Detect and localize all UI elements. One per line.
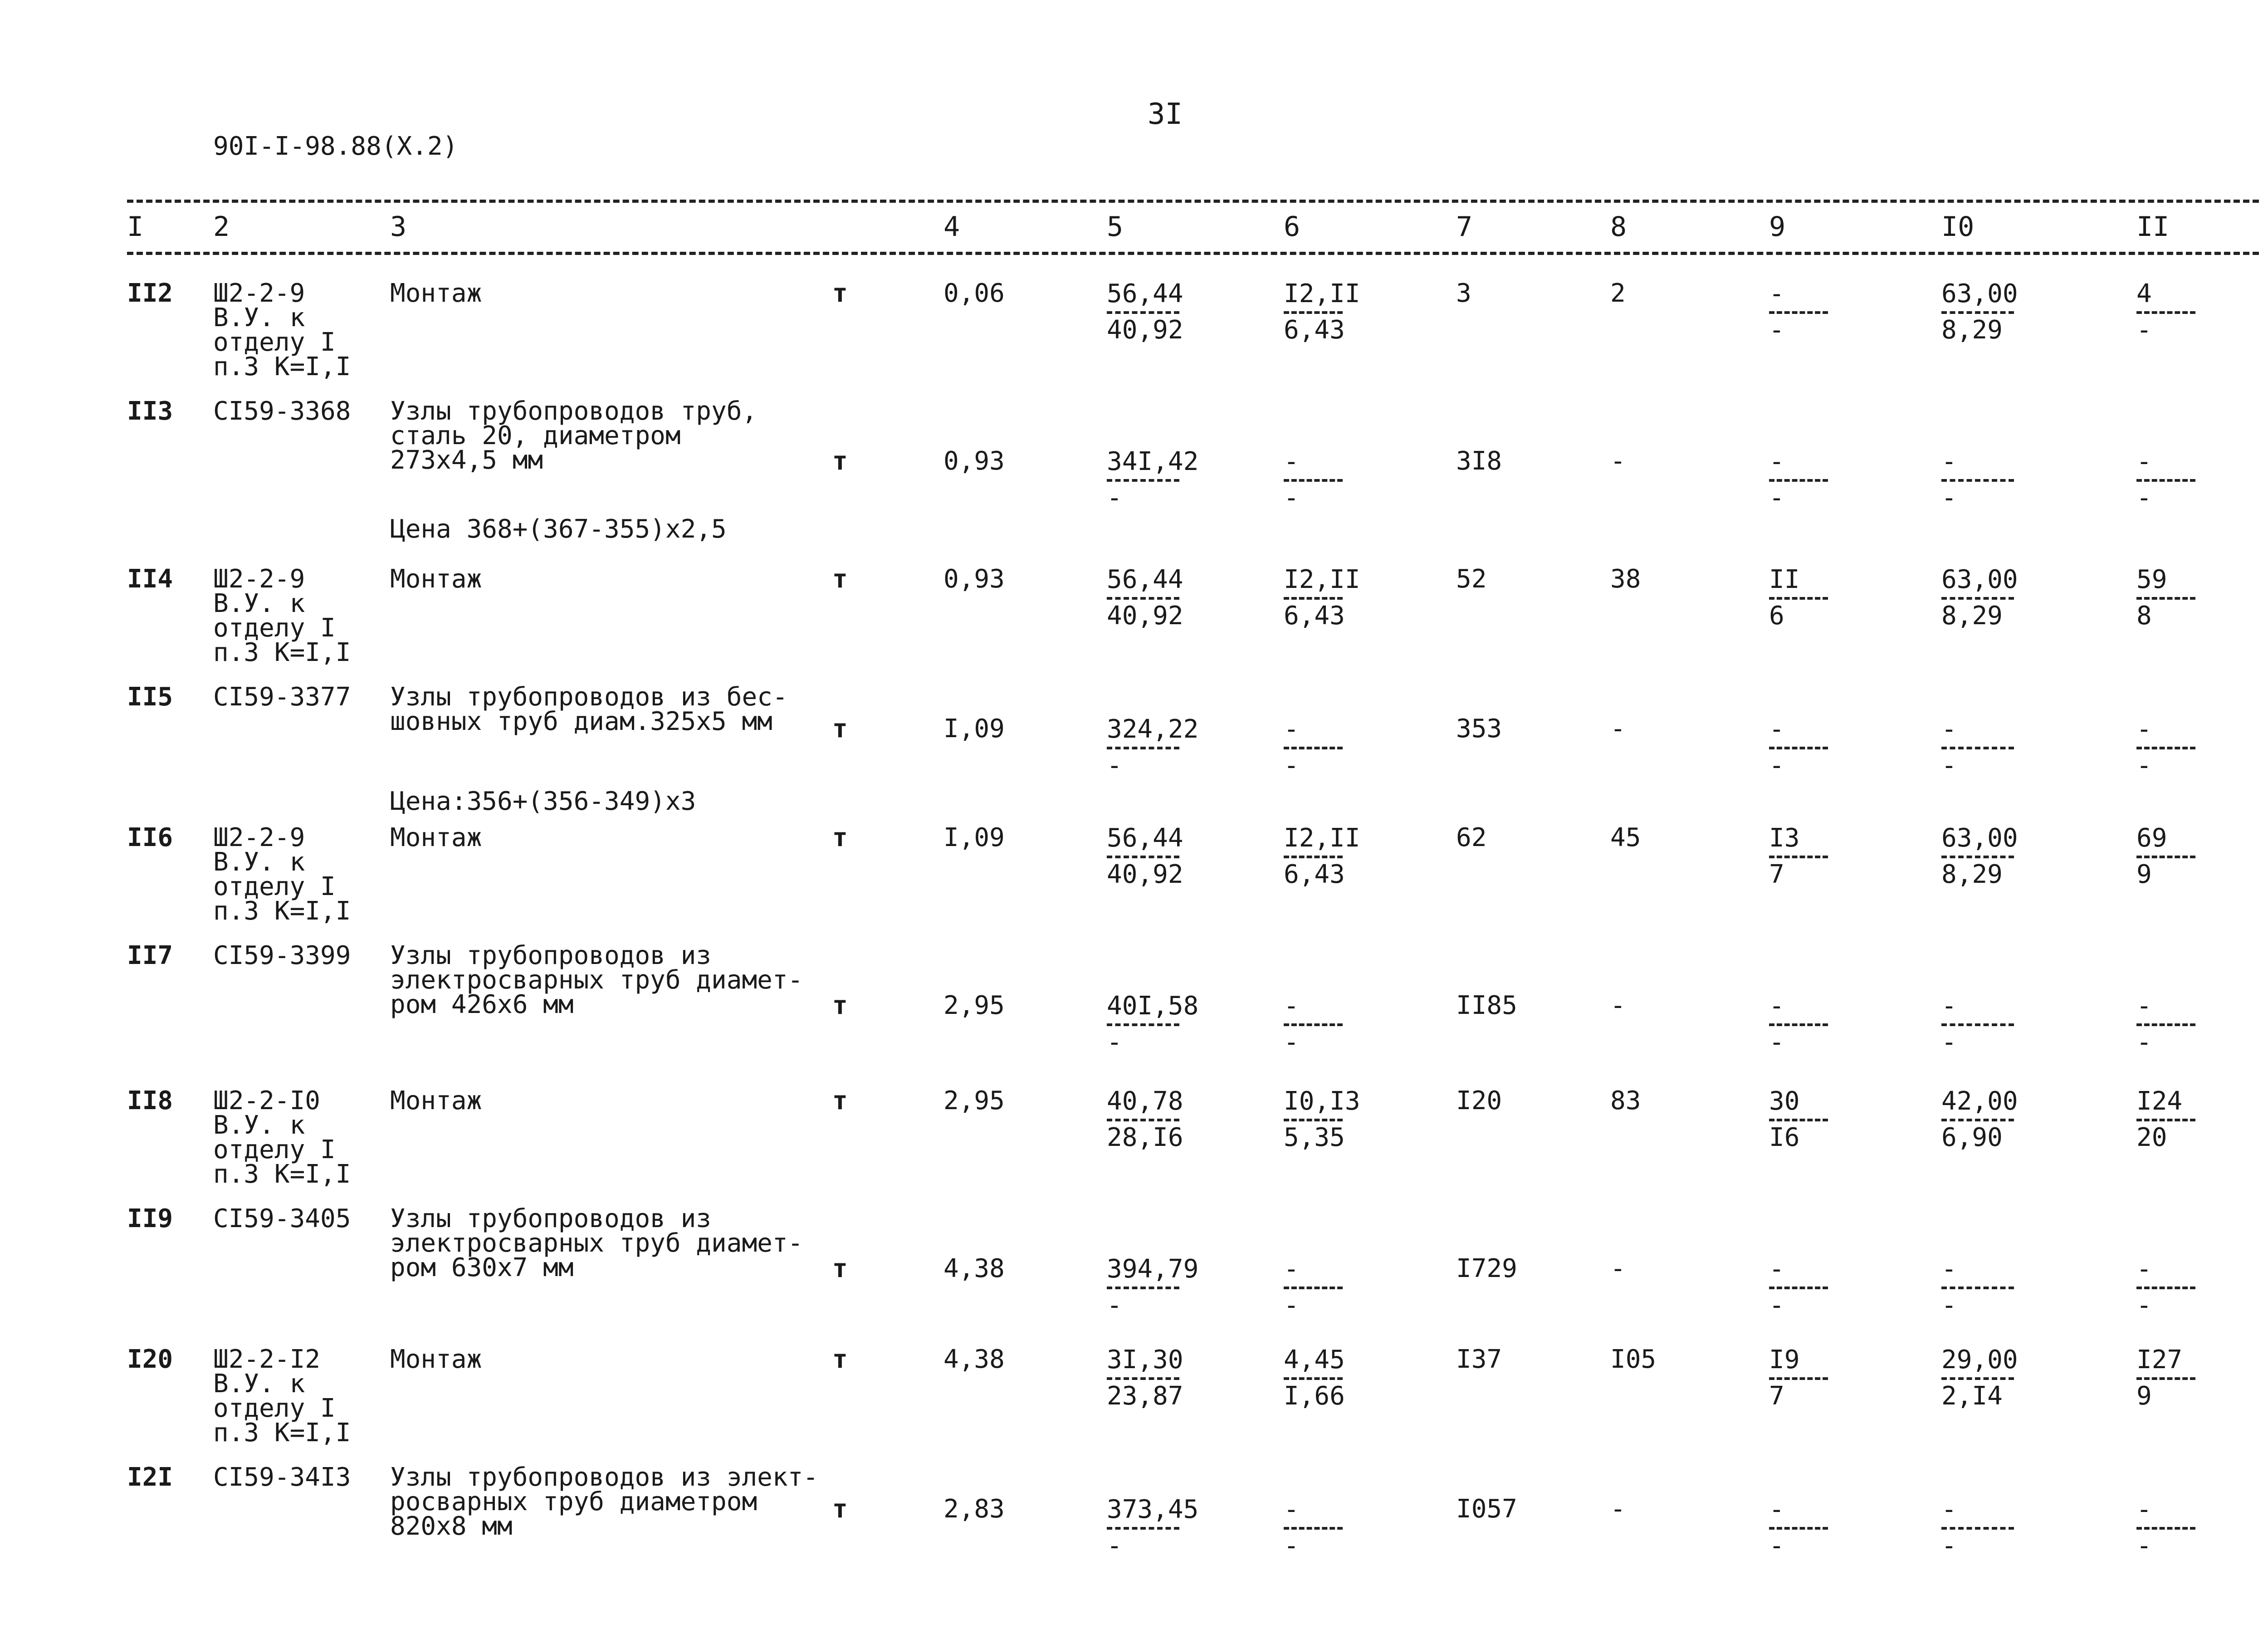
labor-unit — [1941, 1254, 2014, 1320]
quantity: 2,95 — [943, 991, 1005, 1020]
value-top: 394,79 — [1107, 1254, 1199, 1284]
work-description: Монтаж — [390, 279, 482, 308]
machine-cost — [1769, 1347, 1828, 1409]
value-top: I9 — [1769, 1345, 1800, 1375]
value-bottom: - — [1769, 1027, 1784, 1057]
column-header: 2 — [213, 211, 230, 243]
column-header: 9 — [1769, 211, 1786, 243]
value-top: - — [1769, 1254, 1784, 1284]
total-cost: I729 — [1456, 1254, 1517, 1283]
value-bottom: 8,29 — [1941, 601, 2003, 631]
column-header: I — [127, 211, 144, 243]
value-bottom: 40,92 — [1107, 860, 1183, 889]
quantity: 0,06 — [943, 279, 1005, 308]
header-top-rule — [127, 200, 2259, 203]
labor-total — [2136, 449, 2195, 511]
total-cost: I057 — [1456, 1494, 1517, 1524]
page-number: 3I — [1148, 98, 1183, 131]
column-header: II — [2136, 211, 2170, 243]
labor-total — [2136, 281, 2195, 343]
value-bottom: 9 — [2136, 1381, 2152, 1411]
unit-cost-total — [1107, 823, 1183, 889]
value-bottom: 6 — [1769, 601, 1784, 631]
value-bottom: 6,43 — [1284, 315, 1345, 345]
value-bottom: 7 — [1769, 860, 1784, 889]
row-number: II8 — [127, 1086, 173, 1115]
row-number: I2I — [127, 1463, 173, 1492]
labor-total — [2136, 1347, 2195, 1409]
norm-code: Ш2-2-I0 В.У. к отделу I п.3 К=I,I — [213, 1086, 351, 1189]
quantity: 4,38 — [943, 1345, 1005, 1374]
value-top: 34I,42 — [1107, 447, 1199, 476]
header-bottom-rule — [127, 252, 2259, 255]
value-top: - — [1941, 1495, 1957, 1524]
labor-total — [2136, 993, 2195, 1055]
labor-total — [2136, 567, 2195, 629]
quantity: 2,83 — [943, 1494, 1005, 1524]
machine-cost — [1769, 1497, 1828, 1559]
unit-cost-machines — [1284, 714, 1343, 780]
value-bottom: - — [2136, 1291, 2152, 1320]
column-header: 6 — [1284, 211, 1300, 243]
labor-unit — [1941, 1086, 2018, 1152]
total-cost: 353 — [1456, 714, 1502, 744]
wages-cost: 45 — [1610, 823, 1641, 852]
labor-unit — [1941, 823, 2018, 889]
value-top: 373,45 — [1107, 1495, 1199, 1524]
wages-cost: - — [1610, 991, 1626, 1020]
value-bottom: 7 — [1769, 1381, 1784, 1411]
value-bottom: 20 — [2136, 1123, 2167, 1152]
unit-cost-total — [1107, 714, 1199, 780]
unit-cost-total — [1107, 1086, 1183, 1152]
value-bottom: - — [1941, 483, 1957, 513]
value-top: I3 — [1769, 823, 1800, 853]
quantity: I,09 — [943, 714, 1005, 744]
value-bottom: 6,90 — [1941, 1123, 2003, 1152]
value-bottom: 6,43 — [1284, 601, 1345, 631]
labor-unit — [1941, 993, 2014, 1055]
row-number: II7 — [127, 941, 173, 970]
machine-cost — [1769, 1254, 1828, 1320]
value-top: 42,00 — [1941, 1086, 2018, 1116]
work-description: Узлы трубопроводов труб, сталь 20, диаметром 273х4,5 мм — [390, 396, 758, 475]
norm-code: СI59-3405 — [213, 1204, 351, 1233]
labor-unit — [1941, 714, 2014, 780]
labor-unit — [1941, 281, 2018, 343]
labor-total — [2136, 1497, 2195, 1559]
value-top: I0,I3 — [1284, 1086, 1360, 1116]
unit: т — [832, 446, 848, 476]
value-bottom: - — [2136, 751, 2152, 780]
row-number: II4 — [127, 564, 173, 594]
machine-cost — [1769, 449, 1828, 511]
row-number: II9 — [127, 1204, 173, 1233]
unit-cost-total — [1107, 1254, 1199, 1320]
column-header: 8 — [1610, 211, 1627, 243]
value-top: 63,00 — [1941, 823, 2018, 853]
value-top: 56,44 — [1107, 565, 1183, 594]
value-bottom: - — [1107, 483, 1122, 513]
value-top: - — [2136, 714, 2152, 744]
labor-total — [2136, 1254, 2195, 1320]
column-header: 4 — [943, 211, 960, 243]
value-bottom: 40,92 — [1107, 601, 1183, 631]
value-top: 56,44 — [1107, 823, 1183, 853]
value-top: - — [1941, 991, 1957, 1021]
wages-cost: - — [1610, 1254, 1626, 1283]
labor-unit — [1941, 449, 2014, 511]
unit-cost-machines — [1284, 1347, 1345, 1409]
value-bottom: - — [1107, 751, 1122, 780]
unit-cost-machines — [1284, 1254, 1343, 1320]
unit: т — [832, 1345, 848, 1374]
value-top: - — [1284, 1254, 1299, 1284]
unit-cost-total — [1107, 993, 1198, 1055]
value-top: 30 — [1769, 1086, 1800, 1116]
wages-cost: 38 — [1610, 564, 1641, 594]
value-bottom: - — [1941, 1531, 1957, 1561]
value-top: - — [1284, 991, 1299, 1021]
price-note: Цена 368+(367-355)х2,5 — [390, 514, 727, 544]
quantity: 0,93 — [943, 564, 1005, 594]
value-bottom: - — [1941, 1291, 1957, 1320]
value-top: 29,00 — [1941, 1345, 2018, 1375]
norm-code: Ш2-2-9 В.У. к отделу I п.3 К=I,I — [213, 279, 351, 382]
labor-total — [2136, 714, 2195, 780]
unit-cost-machines — [1284, 567, 1360, 629]
labor-total — [2136, 1086, 2195, 1152]
value-bottom: - — [1107, 1531, 1122, 1561]
value-bottom: I6 — [1769, 1123, 1800, 1152]
value-top: - — [1284, 447, 1299, 476]
machine-cost — [1769, 993, 1828, 1055]
value-top: - — [1769, 991, 1784, 1021]
value-top: 40,78 — [1107, 1086, 1183, 1116]
value-top: I24 — [2136, 1086, 2183, 1116]
value-top: II — [1769, 565, 1800, 594]
value-top: - — [2136, 447, 2152, 476]
value-bottom: - — [1107, 1291, 1122, 1320]
total-cost: 62 — [1456, 823, 1487, 852]
row-number: II6 — [127, 823, 173, 852]
norm-code: Ш2-2-I2 В.У. к отделу I п.3 К=I,I — [213, 1345, 351, 1448]
value-bottom: 8,29 — [1941, 315, 2003, 345]
unit-cost-machines — [1284, 1497, 1343, 1559]
value-bottom: - — [1769, 483, 1784, 513]
column-header: 3 — [390, 211, 407, 243]
norm-code: СI59-3377 — [213, 682, 351, 712]
value-bottom: - — [1941, 1027, 1957, 1057]
value-bottom: - — [1769, 751, 1784, 780]
value-bottom: 28,I6 — [1107, 1123, 1183, 1152]
value-bottom: - — [1284, 751, 1299, 780]
unit: т — [832, 1086, 848, 1115]
value-bottom: - — [1284, 483, 1299, 513]
value-top: - — [1769, 447, 1784, 476]
wages-cost: 83 — [1610, 1086, 1641, 1115]
value-top: I2,II — [1284, 823, 1360, 853]
unit: т — [832, 1494, 848, 1524]
value-bottom: - — [2136, 1027, 2152, 1057]
unit: т — [832, 279, 848, 308]
norm-code: СI59-34I3 — [213, 1463, 351, 1492]
value-bottom: - — [1941, 751, 1957, 780]
norm-code: СI59-3399 — [213, 941, 351, 970]
value-top: - — [1769, 1495, 1784, 1524]
unit: т — [832, 991, 848, 1020]
wages-cost: - — [1610, 714, 1626, 744]
value-top: 324,22 — [1107, 714, 1199, 744]
value-top: - — [1769, 714, 1784, 744]
value-bottom: 40,92 — [1107, 315, 1183, 345]
work-description: Узлы трубопроводов из бес- шовных труб диам.325х5 мм — [390, 682, 788, 736]
value-bottom: - — [1769, 1531, 1784, 1561]
value-bottom: - — [2136, 1531, 2152, 1561]
value-top: I27 — [2136, 1345, 2183, 1375]
unit: т — [832, 714, 848, 744]
machine-cost — [1769, 1086, 1828, 1152]
value-top: - — [2136, 1254, 2152, 1284]
value-bottom: 2,I4 — [1941, 1381, 2003, 1411]
value-top: 69 — [2136, 823, 2167, 853]
unit: т — [832, 564, 848, 594]
wages-cost: - — [1610, 446, 1626, 476]
value-bottom: - — [1284, 1531, 1299, 1561]
total-cost: I20 — [1456, 1086, 1502, 1115]
row-number: II3 — [127, 396, 173, 426]
value-bottom: - — [1284, 1027, 1299, 1057]
unit-cost-total — [1107, 1497, 1198, 1559]
document-code: 90I-I-98.88(X.2) — [213, 132, 458, 161]
value-bottom: 23,87 — [1107, 1381, 1183, 1411]
value-top: - — [1941, 714, 1957, 744]
value-bottom: - — [1769, 315, 1784, 345]
work-description: Узлы трубопроводов из электросварных труб диамет- ром 630х7 мм — [390, 1204, 803, 1282]
value-bottom: 9 — [2136, 860, 2152, 889]
unit: т — [832, 823, 848, 852]
norm-code: Ш2-2-9 В.У. к отделу I п.3 К=I,I — [213, 564, 351, 667]
value-top: - — [1284, 714, 1299, 744]
norm-code: Ш2-2-9 В.У. к отделу I п.3 К=I,I — [213, 823, 351, 926]
quantity: I,09 — [943, 823, 1005, 852]
machine-cost — [1769, 567, 1828, 629]
quantity: 2,95 — [943, 1086, 1005, 1115]
value-top: 4,45 — [1284, 1345, 1345, 1375]
value-bottom: 8,29 — [1941, 860, 2003, 889]
unit-cost-total — [1107, 449, 1198, 511]
value-top: - — [1769, 279, 1784, 308]
unit-cost-total — [1107, 281, 1183, 343]
column-header: 7 — [1456, 211, 1473, 243]
wages-cost: I05 — [1610, 1345, 1657, 1374]
total-cost: 52 — [1456, 564, 1487, 594]
unit: т — [832, 1254, 848, 1283]
value-bottom: I,66 — [1284, 1381, 1345, 1411]
labor-unit — [1941, 1347, 2018, 1409]
unit-cost-total — [1107, 1347, 1183, 1409]
machine-cost — [1769, 714, 1828, 780]
wages-cost: 2 — [1610, 279, 1626, 308]
value-top: 59 — [2136, 565, 2167, 594]
value-top: 40I,58 — [1107, 991, 1199, 1021]
wages-cost: - — [1610, 1494, 1626, 1524]
labor-unit — [1941, 567, 2018, 629]
value-bottom: 8 — [2136, 601, 2152, 631]
value-top: - — [2136, 991, 2152, 1021]
value-bottom: - — [1107, 1027, 1122, 1057]
labor-unit — [1941, 1497, 2014, 1559]
price-note: Цена:356+(356-349)х3 — [390, 787, 696, 816]
value-top: I2,II — [1284, 279, 1360, 308]
total-cost: I37 — [1456, 1345, 1502, 1374]
value-bottom: - — [1284, 1291, 1299, 1320]
value-bottom: - — [1769, 1291, 1784, 1320]
total-cost: 3 — [1456, 279, 1471, 308]
unit-cost-machines — [1284, 823, 1360, 889]
value-top: 63,00 — [1941, 565, 2018, 594]
work-description: Монтаж — [390, 1345, 482, 1374]
column-header: I0 — [1941, 211, 1975, 243]
norm-code: СI59-3368 — [213, 396, 351, 426]
work-description: Монтаж — [390, 1086, 482, 1115]
row-number: II2 — [127, 279, 173, 308]
machine-cost — [1769, 281, 1828, 343]
quantity: 0,93 — [943, 446, 1005, 476]
row-number: II5 — [127, 682, 173, 712]
value-bottom: 5,35 — [1284, 1123, 1345, 1152]
total-cost: II85 — [1456, 991, 1517, 1020]
total-cost: 3I8 — [1456, 446, 1502, 476]
value-top: 3I,30 — [1107, 1345, 1183, 1375]
machine-cost — [1769, 823, 1828, 889]
column-header: 5 — [1107, 211, 1124, 243]
labor-total — [2136, 823, 2195, 889]
work-description: Монтаж — [390, 823, 482, 852]
work-description: Монтаж — [390, 564, 482, 594]
value-top: I2,II — [1284, 565, 1360, 594]
value-bottom: - — [2136, 483, 2152, 513]
row-number: I20 — [127, 1345, 173, 1374]
value-bottom: - — [2136, 315, 2152, 345]
value-top: - — [2136, 1495, 2152, 1524]
value-top: - — [1941, 1254, 1957, 1284]
unit-cost-machines — [1284, 449, 1343, 511]
unit-cost-machines — [1284, 993, 1343, 1055]
unit-cost-machines — [1284, 1086, 1360, 1152]
unit-cost-machines — [1284, 281, 1360, 343]
quantity: 4,38 — [943, 1254, 1005, 1283]
value-bottom: 6,43 — [1284, 860, 1345, 889]
work-description: Узлы трубопроводов из электросварных труб диамет- ром 426х6 мм — [390, 941, 803, 1019]
value-top: 4 — [2136, 279, 2152, 308]
value-top: - — [1941, 447, 1957, 476]
value-top: - — [1284, 1495, 1299, 1524]
unit-cost-total — [1107, 567, 1183, 629]
value-top: 56,44 — [1107, 279, 1183, 308]
work-description: Узлы трубопроводов из элект- росварных труб диаметром 820х8 мм — [390, 1463, 819, 1541]
value-top: 63,00 — [1941, 279, 2018, 308]
